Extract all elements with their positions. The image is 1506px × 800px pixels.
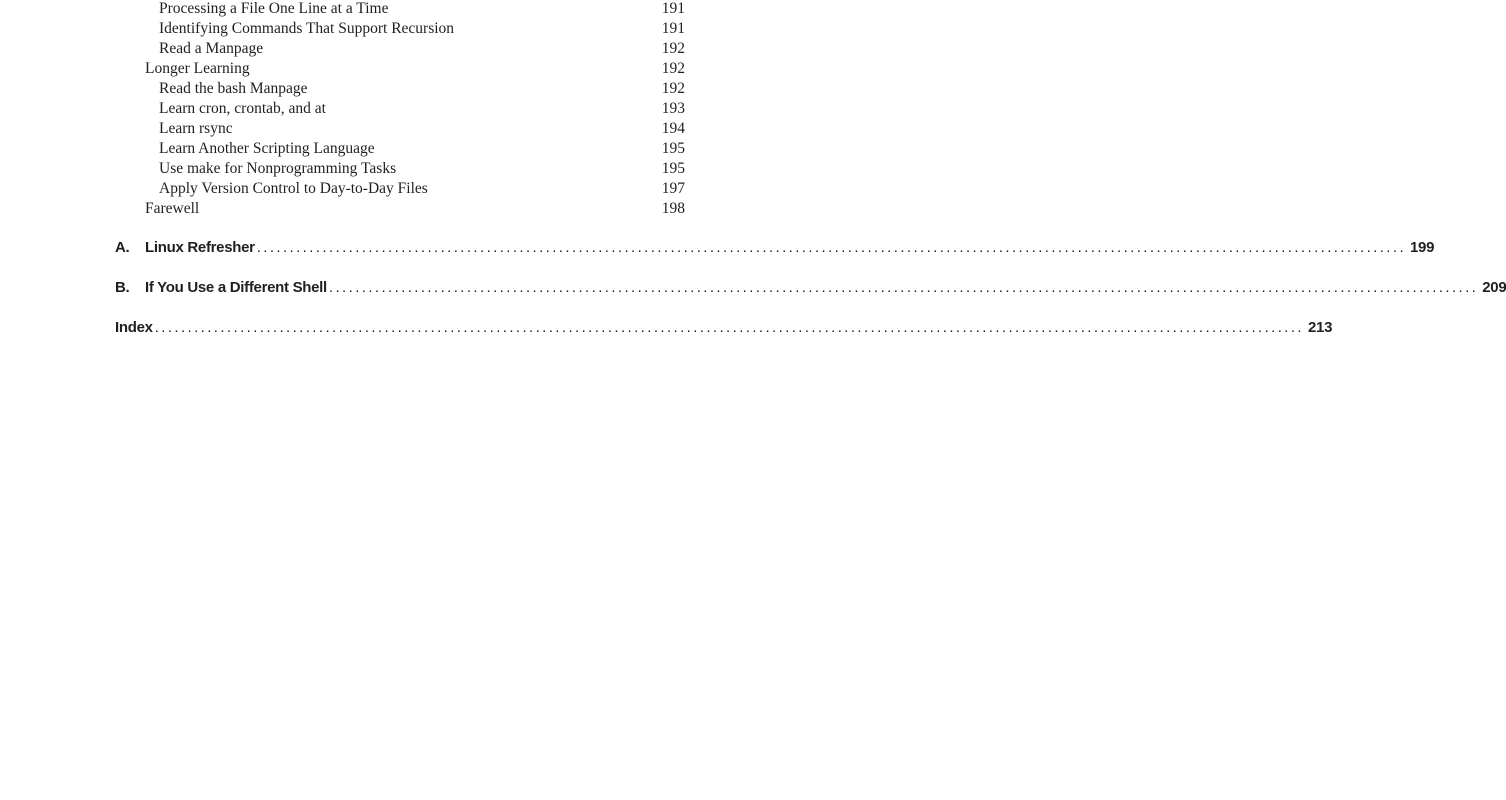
toc-entry-page-number: 192 [661,80,685,97]
toc-entry-page-number: 193 [661,100,685,117]
toc-entry-page-number: 192 [661,40,685,57]
toc-entry-learn-rsync [0,119,800,139]
toc-entry-label: Read a Manpage [159,40,264,57]
toc-entry-use-make [0,159,800,179]
toc-entry-read-manpage [0,39,800,59]
toc-appendix-title: If You Use a Different Shell [145,279,327,296]
toc-entry-label: Processing a File One Line at a Time [159,0,389,17]
toc-entry-label: Learn Another Scripting Language [159,140,375,157]
toc-entry-page-number: 191 [661,0,685,17]
toc-entry-label: Read the bash Manpage [159,80,308,97]
toc-entry-page-number: 195 [661,140,685,157]
toc-entry-label: Learn cron, crontab, and at [159,100,326,117]
toc-entry-read-bash-manpage [0,79,800,99]
toc-dot-leader: ............................................................................................................................................................................... [154,319,1304,336]
toc-appendix-number: A. [115,239,130,256]
toc-entry-processing-file-line [0,0,800,19]
toc-entry-farewell [0,199,800,219]
toc-entry-learn-cron [0,99,800,119]
toc-appendix-page-number: 199 [1410,239,1435,256]
toc-appendix-number: B. [115,279,130,296]
toc-dot-leader: ............................................................................................................................................................................... [256,239,1407,256]
toc-appendix-title: Linux Refresher [145,239,255,256]
toc-entry-label: Identifying Commands That Support Recursion [159,20,455,37]
toc-appendix-page-number: 209 [1482,279,1506,296]
toc-entry-learn-scripting-language [0,139,800,159]
toc-entry-longer-learning [0,59,800,79]
toc-index-title: Index [115,319,153,336]
toc-appendix-a [115,237,1435,259]
toc-index [115,317,1333,339]
toc-dot-leader: ............................................................................................................................................................................... [328,279,1479,296]
toc-entry-label: Learn rsync [159,120,233,137]
toc-entry-page-number: 195 [661,160,685,177]
toc-entry-page-number: 191 [661,20,685,37]
toc-index-page-number: 213 [1308,319,1333,336]
toc-entry-page-number: 192 [661,60,685,77]
toc-entry-label: Apply Version Control to Day-to-Day Files [159,180,428,197]
toc-entry-page-number: 197 [661,180,685,197]
toc-entry-label: Farewell [145,200,200,217]
toc-entry-version-control [0,179,800,199]
toc-entry-page-number: 194 [661,120,685,137]
toc-entry-label: Longer Learning [145,60,250,77]
toc-entry-label: Use make for Nonprogramming Tasks [159,160,397,177]
toc-appendix-b [115,277,1506,299]
toc-entry-page-number: 198 [661,200,685,217]
toc-entry-identifying-recursion [0,19,800,39]
